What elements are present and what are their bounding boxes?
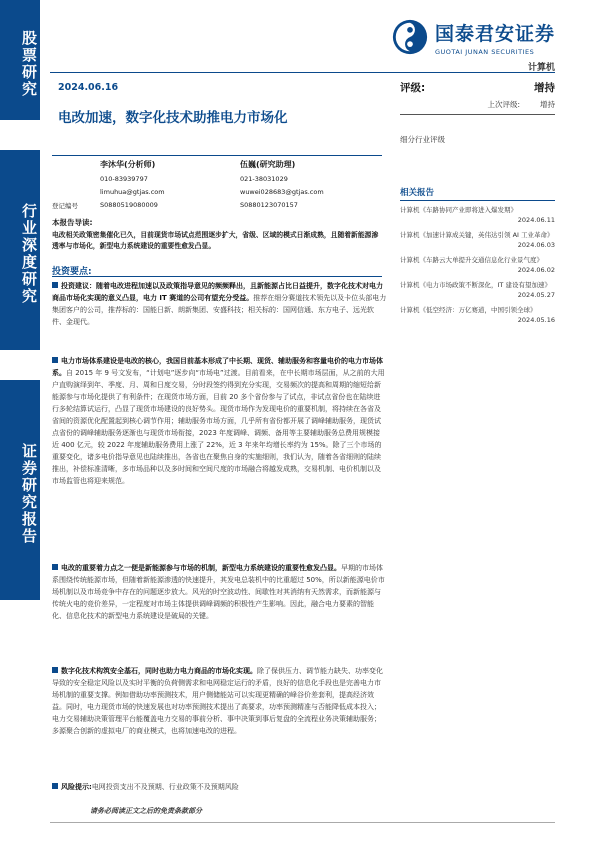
bullet-square-icon: [52, 564, 58, 570]
investment-point-body: 推荐在细分赛道技术领先以及卡位头部电力集团客户的公司，推荐标的：国能日新、朗新集团、安盛科技；相关标的：国网信通、东方电子、远光软件、金现代。: [52, 294, 387, 327]
analyst-phone: 021-38031029: [240, 175, 288, 183]
investment-point-lead: 数字化技术构筑安全基石，同时也助力电力商品的市场化实现。: [61, 667, 257, 675]
sub-industry-rating-label: 细分行业评级: [400, 135, 445, 144]
analyst-block: [52, 155, 382, 210]
analyst-phone: 010-83939797: [100, 175, 148, 183]
related-report-title[interactable]: 计算机《加速计算成关键，英伟达引领 AI 工业革命》: [400, 231, 554, 240]
industry-tag: 计算机: [527, 63, 555, 73]
investment-point-body: 早期的市场体系围绕传统能源市场，但随着新能源渗透的快速提升，其发电总装机中的比重超过 50%，所以新能源电价市场机制以及市场竞争中存在的问题逐步放大。风光的时空波动性、间歇性对其消纳有天然需求，而新能源与传统火电的竞价差异，一定程度对市场主体提供调峰调频的积极性产生影响。因此，融合电力要素的智能化、信息化技术的新型电力系统建设是破局的关键。: [52, 564, 385, 621]
investment-point: [52, 562, 387, 622]
analyst-email[interactable]: limuhua@gtjas.com: [100, 188, 165, 196]
related-report-date: 2024.06.03: [517, 241, 555, 250]
rating-divider: [400, 114, 555, 115]
header-divider: [50, 72, 555, 73]
related-report-item[interactable]: [400, 205, 555, 224]
footer-divider: [50, 822, 555, 823]
brand-name-en: GUOTAI JUNAN SECURITIES: [434, 47, 535, 56]
related-report-item[interactable]: [400, 230, 555, 249]
related-report-date: 2024.06.11: [517, 216, 555, 225]
analyst-name: 李沐华(分析师): [100, 160, 156, 169]
analyst-registration-number: S0880123070157: [240, 201, 298, 209]
brand-logo-icon: [391, 18, 429, 56]
investment-point-lead: 电改的重要着力点之一便是新能源参与市场的机制，新型电力系统建设的重要性愈发凸显。: [61, 564, 341, 572]
report-date: 2024.06.16: [58, 82, 119, 93]
side-banner-industry-research: 行业深度研究: [0, 150, 40, 350]
related-report-title[interactable]: 计算机《电力市场政策不断深化，IT 建设有望加速》: [400, 281, 551, 290]
analyst-email[interactable]: wuwei028683@gtjas.com: [240, 188, 324, 196]
risk-warning-lead: 风险提示:: [61, 783, 92, 791]
investment-points-divider: [52, 276, 382, 277]
previous-rating-value: 增持: [540, 100, 555, 109]
related-report-item[interactable]: [400, 305, 555, 324]
related-report-date: 2024.05.27: [517, 291, 555, 300]
related-reports: [400, 186, 555, 330]
related-report-title[interactable]: 计算机《车路云大单提升交通信息化行业景气度》: [400, 256, 543, 265]
brand-logo: [391, 18, 555, 56]
related-report-title[interactable]: 计算机《低空经济：万亿赛道，中国引领全球》: [400, 306, 537, 315]
risk-warning: [52, 781, 387, 793]
previous-rating-label: 上次评级:: [487, 100, 520, 109]
investment-point: [52, 665, 387, 737]
related-report-item[interactable]: [400, 255, 555, 274]
brand-name-cn: 国泰君安证券: [434, 22, 555, 45]
related-reports-divider: [400, 200, 555, 201]
report-title: 电改加速，数字化技术助推电力市场化: [58, 110, 288, 126]
investment-points-heading: 投资要点:: [52, 267, 92, 277]
disclaimer-note: 请务必阅读正文之后的免责条款部分: [90, 807, 202, 815]
investment-point-lead: 电力市场体系建设是电改的核心，我国目前基本形成了中长期、现货、辅助服务和容量电价的电力市场体系。: [52, 357, 383, 378]
investment-point-lead: 投资建议：随着电改进程加速以及政策指导意见的频频释出，且新能源占比日益提升，数字化技术对电力商品市场化实现的意义凸显，电力 IT 赛道的公司有望充分受益。: [52, 282, 383, 303]
investment-point-body: 除了保供压力、调节能力缺失、功率变化导致的安全稳定风险以及实时平衡的负荷侧需求和电网稳定运行的矛盾，良好的信息化手段也是完善电力市场机制的重要支撑。例如借助功率预测技术，用户侧储能站可以实现更精确的峰谷价差套利，提高经济效益。同时，电力现货市场的快速发展也对功率预测技术提出了高要求，功率预测精准与否能降低成本投入；电力交易辅助决策管理平台能覆盖电力交易的事前分析、事中决策到事后复盘的全流程业务决策辅助服务；多源聚合创新的虚拟电厂的商业模式，也将加速电改的进程。: [52, 667, 383, 736]
report-guide: [52, 217, 382, 252]
risk-warning-body: 电网投资支出不及预期、行业政策不及预期风险: [91, 783, 239, 791]
related-report-date: 2024.06.02: [517, 266, 555, 275]
investment-point-body: 自 2015 年 9 号文发布，“计划电”逐步向“市场电”过渡。目前看来，在中长期市场层面，从之前的大用户直购演绎到年、季度、月、周和日度交易，分时段签约得到充分实现，交易频次的提高和周期的缩短给新能源参与市场化提供了有利条件；在现货市场方面，目前 20 多个省份参与了试点，非试点省份也在陆续进行多轮结算试运行，凸显了现货市场建设的良好势头。现货市场作为发现电价的重要机制，将持续在各省及省间的资源优化配置起到核心调节作用；辅助服务市场方面，几乎所有省份都开展了调峰辅助服务，现货试点省份的调峰辅助服务逐渐也与现货市场衔接，2023 年度调峰、调频、备用等主要辅助服务总费用规模接近 400 亿元，较 2022 年度辅助服务费用上涨了 22%，近 3 年来年均增长率约为 15%。除了三个市场的重要变化，诸多电价指导意见也陆续推出，各省也在聚焦自身的实施细则，我们认为，随着各省细则的陆续推出，补偿标准清晰，多市场品种以及多时间和空间尺度的市场融合将越发成熟，交易机制、电价机制以及市场监管也将迎来规范。: [52, 369, 385, 486]
related-reports-heading: 相关报告: [400, 188, 435, 198]
related-report-item[interactable]: [400, 280, 555, 299]
bullet-square-icon: [52, 357, 58, 363]
related-report-date: 2024.05.16: [517, 316, 555, 325]
bullet-square-icon: [52, 282, 58, 288]
rating-value: 增持: [534, 82, 555, 94]
guide-heading: 本报告导读:: [52, 218, 93, 227]
analyst-divider: [52, 155, 382, 156]
bullet-square-icon: [52, 667, 58, 673]
rating-box: [400, 80, 555, 115]
analyst-registration-number: S0880519080009: [100, 201, 158, 209]
related-report-title[interactable]: 计算机《车路协同产业即将进入爆发期》: [400, 206, 517, 214]
investment-point: [52, 280, 387, 328]
guide-body: 电改相关政策密集催化已久，目前现货市场试点范围逐步扩大，省级、区域的模式日渐成熟，且随着新能源渗透率与市场化，新型电力系统建设的重要性愈发凸显。: [52, 231, 379, 250]
analyst-name: 伍巍(研究助理): [240, 160, 296, 169]
side-banner-stock-research: 股票研究: [0, 0, 40, 120]
investment-point: [52, 355, 387, 487]
rating-label: 评级:: [400, 82, 426, 94]
registration-label: 登记编号: [52, 202, 78, 210]
bullet-square-icon: [52, 783, 58, 789]
side-banner-securities-report: 证券研究报告: [0, 380, 40, 600]
